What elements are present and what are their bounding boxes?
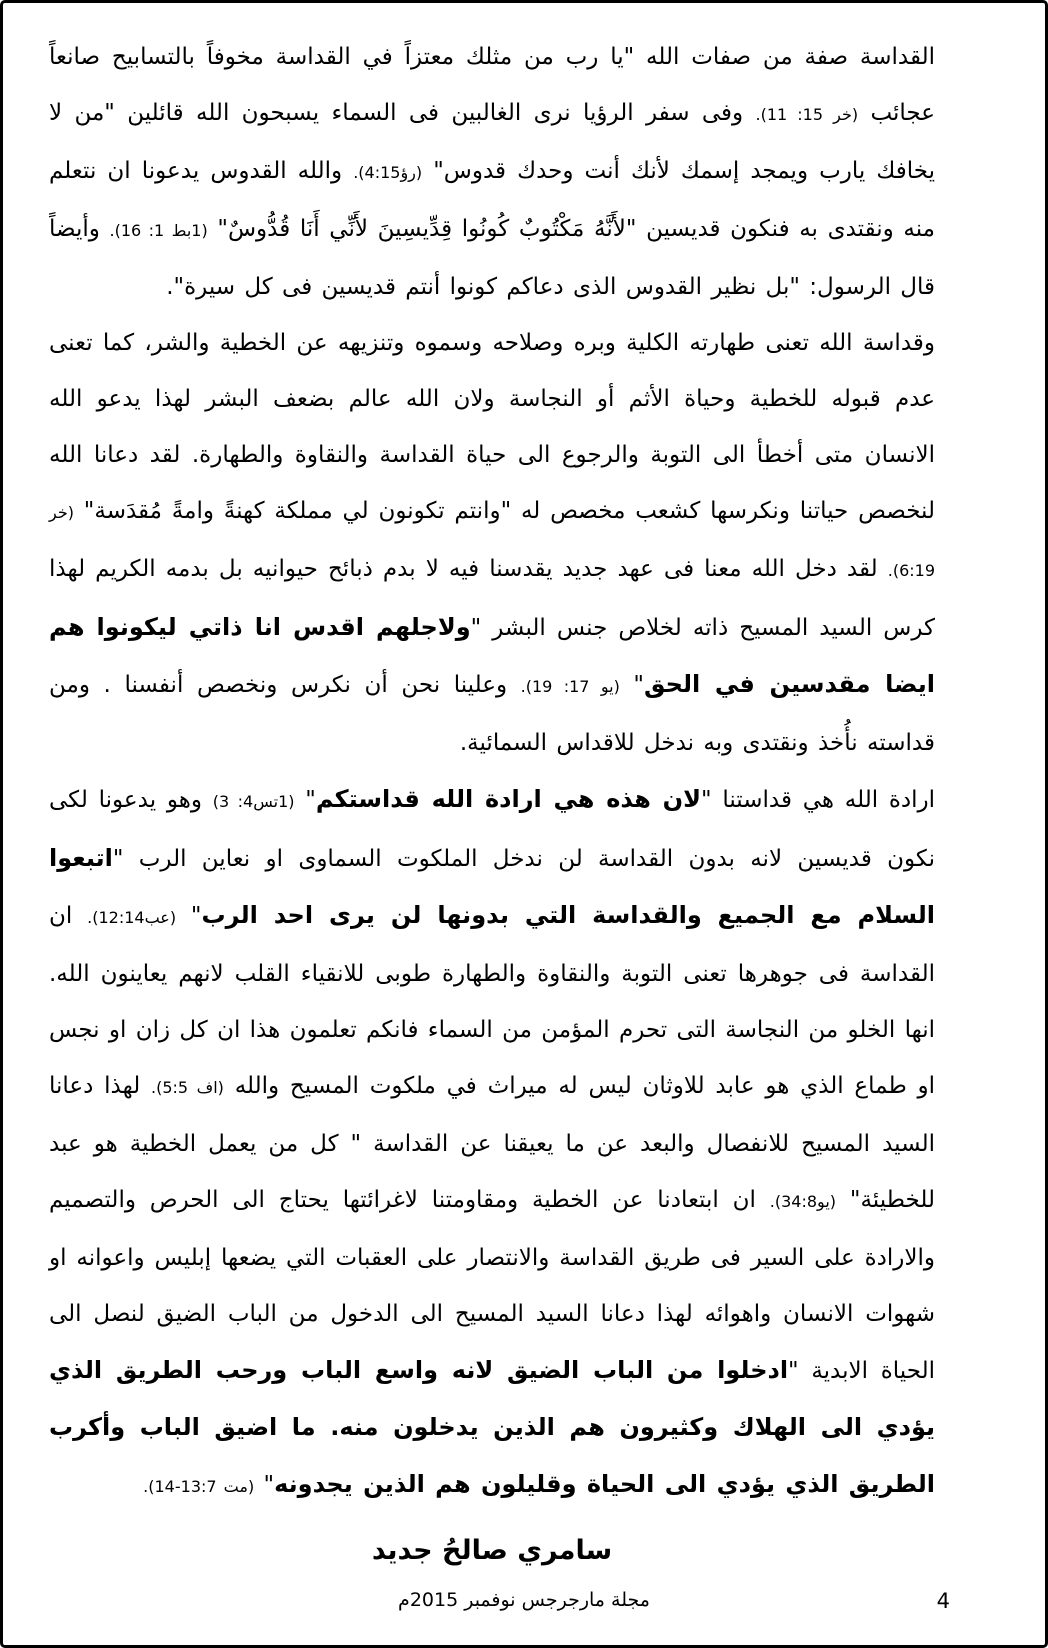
body-text-run: " <box>294 787 316 813</box>
paragraph-holiness-attribute <box>49 29 935 315</box>
article-body <box>49 29 935 1577</box>
scripture-reference: (اف 5:5). <box>151 1078 224 1097</box>
body-text-run: وفى سفر الرؤيا نرى الغالبين فى السماء يسبحون الله قائلين "من لا يخافك يارب ويمجد إسمك لأنك أنت وحدك قدوس" <box>49 100 935 184</box>
body-text-run: وعلينا نحن أن نكرس ونخصص أنفسنا . ومن قداسته نأُخذ ونقتدى وبه ندخل للاقداس السمائية. <box>49 672 935 756</box>
body-text-run: " <box>176 903 202 929</box>
scripture-reference: (رؤ4:15). <box>353 163 423 182</box>
page-number: 4 <box>936 1589 950 1613</box>
body-text-run: وهو يدعونا لكى نكون قديسين لانه بدون القداسة لن ندخل الملكوت السماوى او نعاين الرب " <box>49 787 935 872</box>
body-text-run: القداسة صفة من صفات الله "يا رب من مثلك معتزاً في القداسة مخوفاً بالتسابيح صانعاً عجائب <box>49 44 936 126</box>
body-text-run: لقد دخل الله معنا فى عهد جديد يقدسنا فيه لا بدم ذبائح حيوانيه بل بدمه الكريم لهذا كرس السيد المسيح ذاته لخلاص جنس البشر " <box>49 556 935 641</box>
author-signature: سامري صالحُ جديد <box>371 1535 613 1566</box>
body-text-run: وأيضاً قال الرسول: "بل نظير القدوس الذى دعاكم كونوا أنتم قديسين فى كل سيرة". <box>49 216 935 300</box>
body-text-run: ان ابتعادنا عن الخطية ومقاومتنا لاغرائتها يحتاج الى الحرص والتصميم والارادة على السير فى طريق القداسة والانتصار على العقبات التي يضعها إبليس واعوانه او شهوات الانسان واهوائه لهذا دعانا السيد المسيح الى الدخول من الباب الضيق لنصل الى الحياة الابدية " <box>49 1187 935 1384</box>
body-text-run: " <box>254 1472 275 1498</box>
scripture-reference: (خر 15: 11). <box>755 105 859 124</box>
scripture-reference: (يو 17: 19). <box>520 677 620 696</box>
body-text-run: ارادة الله هي قداستنا " <box>701 787 936 813</box>
page-footer <box>3 1589 1045 1619</box>
scripture-quote-bold: لان هذه هي ارادة الله قداستكم <box>315 785 702 813</box>
scripture-reference: (1بط 1: 16). <box>109 221 208 240</box>
scripture-reference: (يو34:8). <box>769 1192 837 1211</box>
body-text-run: لهذا دعانا السيد المسيح للانفصال والبعد عن ما يعيقنا عن القداسة " كل من يعمل الخطية هو عبد للخطيئة" <box>49 1073 935 1213</box>
paragraph-gods-will <box>49 771 935 1515</box>
scripture-quote-bold: ادخلوا من الباب الضيق لانه واسع الباب ورحب الطريق الذي يؤدي الى الهلاك وكثيرون هم الذين يدخلون منه. ما اضيق الباب وأكرب الطريق الذي يؤدي الى الحياة وقليلون هم الذين يجدونه <box>49 1356 935 1498</box>
body-text-run: ان القداسة فى جوهرها تعنى التوبة والنقاوة والطهارة طوبى للانقياء القلب لانهم يعاينون الله. انها الخلو من النجاسة التى تحرم المؤمن من السماء فانكم تعلمون هذا ان كل زان او نجس او طماع الذي هو عابد للاوثان ليس له ميراث في ملكوت المسيح والله <box>49 903 936 1099</box>
scripture-reference: (خر 6:19). <box>49 503 935 580</box>
body-text-run: والله القدوس يدعونا ان نتعلم منه ونقتدى به فنكون قديسين "لأَنَّهُ مَكْتُوبٌ كُونُوا قِدِّيسِينَ لأَنِّي أَنَا قُدُّوسٌ" <box>49 158 935 242</box>
paragraph-holiness-meaning <box>49 315 935 771</box>
scripture-quote-bold: ولاجلهم اقدس انا ذاتي ليكونوا هم ايضا مقدسين في الحق <box>49 613 936 698</box>
scripture-reference: (1تس4: 3) <box>212 792 295 811</box>
scripture-quote-bold: اتبعوا السلام مع الجميع والقداسة التي بدونها لن يرى احد الرب <box>49 844 935 929</box>
body-text-run: وقداسة الله تعنى طهارته الكلية وبره وصلاحه وسموه وتنزيهه عن الخطية والشر، كما تعنى عدم قبوله للخطية وحياة الأثم أو النجاسة ولان الله عالم بضعف البشر لهذا يدعو الله الانسان متى أخطأ الى التوبة والرجوع الى حياة القداسة والنقاوة والطهارة. لقد دعانا الله لنخصص حياتنا ونكرسها كشعب مخصص له "وانتم تكونون لي مملكة كهنةً وامةً مُقدَسة" <box>49 330 935 524</box>
footer-magazine-title: مجلة مارجرجس نوفمبر 2015م <box>398 1589 650 1611</box>
scripture-reference: (مت 13:7-14). <box>143 1477 255 1496</box>
body-text-run: " <box>619 672 645 698</box>
scripture-reference: (عب12:14). <box>87 908 177 927</box>
